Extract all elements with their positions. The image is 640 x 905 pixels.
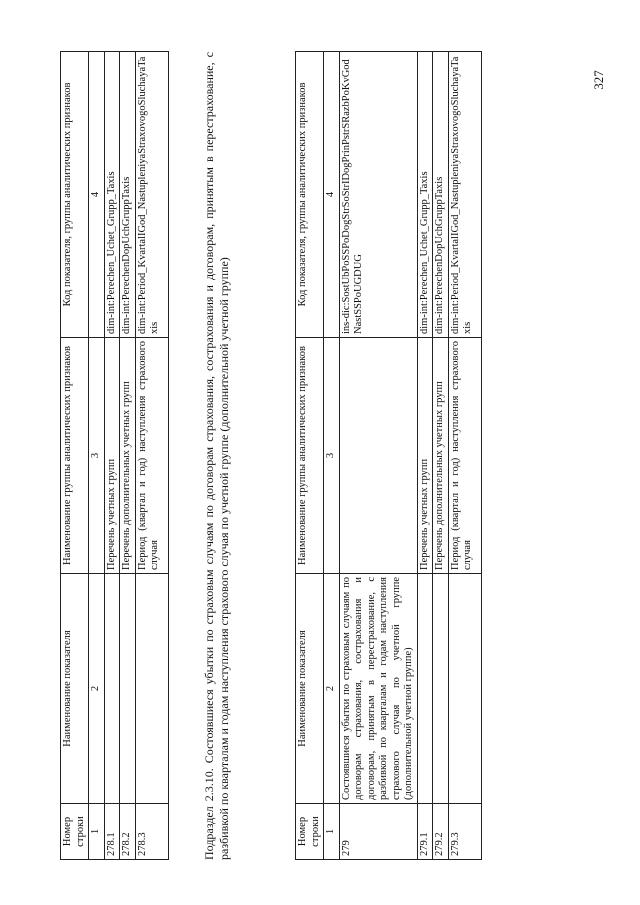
col-header-code: Код показателя, группы аналитических признаков [296,52,324,338]
row-code: dim-int:Perechen_Uchet_Grupp_Taxis [104,52,120,338]
table-row [417,52,433,860]
section-heading: Подраздел 2.3.10. Состоявшиеся убытки по страховым случаям по договорам страхования, сострахования и договорам, принятым в перестрахование, с разбивкой по кварталам и годам наступления страхового случая по учетной группе (дополнительной учетной группе) [202,52,231,860]
col-number: 2 [324,574,340,804]
col-header-number: Номер строки [61,804,89,860]
row-code: dim-int:PerechenDopUchGruppTaxis [433,52,449,338]
row-name [417,574,433,804]
rotated-page-content [60,40,560,860]
table-row [104,52,120,860]
row-group: Перечень дополнительных учетных групп [120,338,136,574]
page-number [588,60,610,100]
row-number: 278.2 [120,804,136,860]
col-number: 4 [324,52,340,338]
table-1-header [61,52,89,860]
table-1 [60,51,169,860]
row-name [120,574,136,804]
row-name: Состоявшиеся убытки по страховым случаям по договорам страхования, сострахования и договорам, принятым в перестрахование, с разбивкой по кварталам и годам наступления страхового случая по учетной группе (дополнительной учетной группе) [339,574,417,804]
row-number: 279.2 [433,804,449,860]
col-header-group: Наименование группы аналитических признаков [61,338,89,574]
table-2-header [296,52,324,860]
table-row [120,52,136,860]
row-number: 279.1 [417,804,433,860]
row-group [339,338,417,574]
table-2 [295,51,482,860]
col-header-name: Наименование показателя [296,574,324,804]
col-number: 3 [89,338,105,574]
page-number-text: 327 [591,70,606,90]
row-group: Перечень дополнительных учетных групп [433,338,449,574]
row-group: Перечень учетных групп [417,338,433,574]
row-group: Перечень учетных групп [104,338,120,574]
row-number: 279 [339,804,417,860]
table-row [448,52,481,860]
row-number: 279.3 [448,804,481,860]
col-number: 3 [324,338,340,574]
row-code: dim-int:Perechen_Uchet_Grupp_Taxis [417,52,433,338]
row-name [135,574,168,804]
col-header-code: Код показателя, группы аналитических признаков [61,52,89,338]
table-row [135,52,168,860]
col-number: 1 [89,804,105,860]
col-header-name: Наименование показателя [61,574,89,804]
row-code: dim-int:PerechenDopUchGruppTaxis [120,52,136,338]
table-row [339,52,417,860]
row-group: Период (квартал и год) наступления страхового случая [135,338,168,574]
row-code: dim-int:Period_KvartalIGod_NastupleniyaStraxovogoSluchayaTaxis [448,52,481,338]
row-code: dim-int:Period_KvartalIGod_NastupleniyaStraxovogoSluchayaTaxis [135,52,168,338]
col-header-number: Номер строки [296,804,324,860]
table-2-col-numbers [324,52,340,860]
table-row [433,52,449,860]
col-number: 1 [324,804,340,860]
row-code: ins-dic:SostUbPoSSPoDogStrSoStrIDogPrinPstrSRazbPoKvGodNastSSPoUGDUG [339,52,417,338]
row-name [448,574,481,804]
row-name [104,574,120,804]
row-group: Период (квартал и год) наступления страхового случая [448,338,481,574]
col-header-group: Наименование группы аналитических признаков [296,338,324,574]
row-number: 278.1 [104,804,120,860]
row-number: 278.3 [135,804,168,860]
row-name [433,574,449,804]
table-1-col-numbers [89,52,105,860]
col-number: 2 [89,574,105,804]
col-number: 4 [89,52,105,338]
